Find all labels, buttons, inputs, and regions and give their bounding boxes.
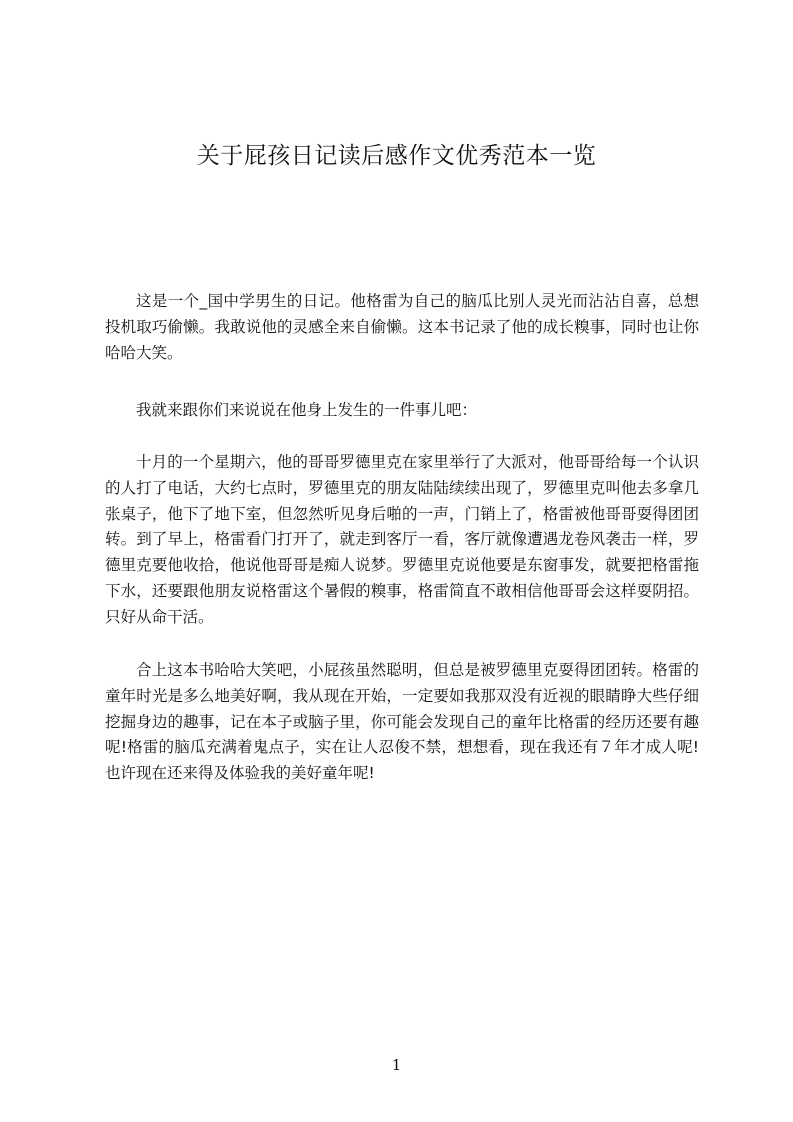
document-title: 关于屁孩日记读后感作文优秀范本一览 bbox=[196, 143, 597, 169]
paragraph-intro: 这是一个_国中学男生的日记。他格雷为自己的脑瓜比别人灵光而沾沾自喜，总想投机取巧偷懒。我敢说他的灵感全来自偷懒。这本书记录了他的成长糗事，同时也让你哈哈大笑。 bbox=[105, 292, 699, 362]
paragraph-transition: 我就来跟你们来说说在他身上发生的一件事儿吧： bbox=[136, 401, 478, 419]
page-number: 1 bbox=[391, 1056, 402, 1074]
paragraph-conclusion: 合上这本书哈哈大笑吧，小屁孩虽然聪明，但总是被罗德里克耍得团团转。格雷的童年时光是多么地美好啊，我从现在开始，一定要如我那双没有近视的眼睛睁大些仔细挖掘身边的趣事，记在本子或脑子里，你可能会发现自己的童年比格雷的经历还要有趣呢!格雷的脑瓜充满着鬼点子，实在让人忍俊不禁，想想看，现在我还有７年才成人呢!也许现在还来得及体验我的美好童年呢! bbox=[105, 661, 699, 783]
paragraph-story: 十月的一个星期六，他的哥哥罗德里克在家里举行了大派对，他哥哥给每一个认识的人打了电话，大约七点时，罗德里克的朋友陆陆续续出现了，罗德里克叫他去多拿几张桌子，他下了地下室，但忽然听见身后啪的一声，门销上了，格雷被他哥哥耍得团团转。到了早上，格雷看门打开了，就走到客厅一看，客厅就像遭遇龙卷风袭击一样，罗德里克要他收拾，他说他哥哥是痴人说梦。罗德里克说他要是东窗事发，就要把格雷拖下水，还要跟他朋友说格雷这个暑假的糗事，格雷简直不敢相信他哥哥会这样耍阴招。只好从命干活。 bbox=[105, 453, 699, 626]
